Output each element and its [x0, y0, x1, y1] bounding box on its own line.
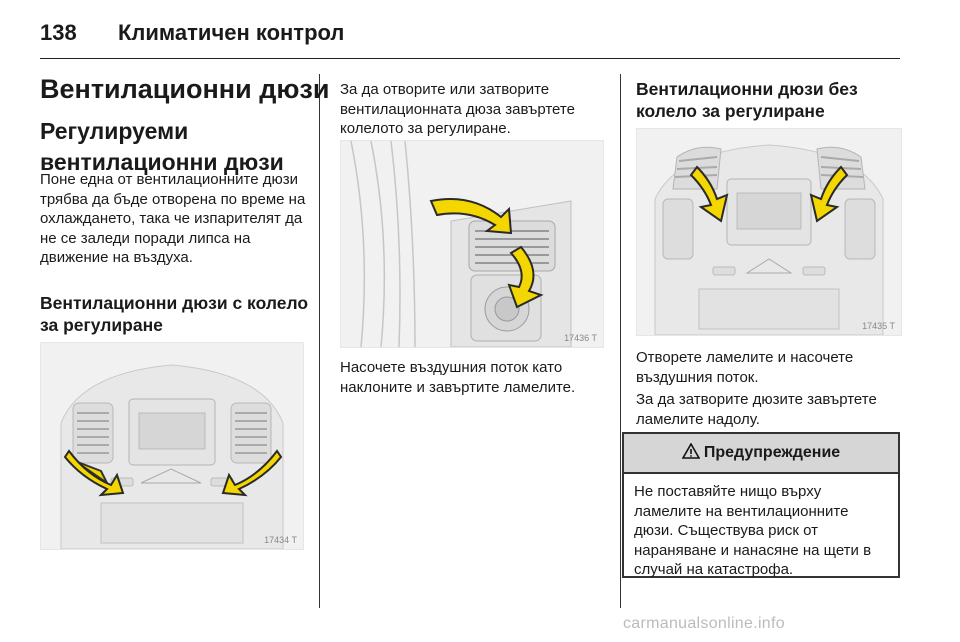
footer-watermark: carmanualsonline.info: [623, 615, 785, 632]
header-rule: [40, 58, 900, 59]
col2-paragraph-2: Насочете въздушния поток като наклоните и завъртите ламелите.: [340, 359, 576, 396]
figure-number: 17436 T: [564, 333, 597, 343]
col1-paragraph: Поне една от вентилационните дюзи трябва да бъде отворена по време на охлаждането, така че изпарителят да не се заледи поради липса на движение на въздуха.: [40, 171, 306, 266]
figure-vent-wheel-closeup: [340, 140, 604, 348]
chapter-title: Климатичен контрол: [118, 20, 345, 45]
subsection-title: Регулируеми вентилационни дюзи: [40, 118, 284, 175]
warning-header: [624, 434, 898, 474]
column-divider-2: [620, 74, 621, 608]
col2-paragraph-1: За да отворите или затворите вентилационната дюза завъртете колелото за регулиране.: [340, 81, 575, 137]
section-title: Вентилационни дюзи: [40, 74, 330, 104]
col3-subheading: Вентилационни дюзи без колело за регулиране: [636, 79, 858, 121]
page-number: 138: [40, 20, 77, 45]
figure-dashboard-vents-without-wheel: [636, 128, 902, 336]
col3-paragraph-1: Отворете ламелите и насочете въздушния поток.: [636, 349, 854, 386]
col3-paragraph-2: За да затворите дюзите завъртете ламелите надолу.: [636, 391, 877, 428]
figure-dashboard-vents-with-wheel: [40, 342, 304, 550]
col1-subheading: Вентилационни дюзи с колело за регулиране: [40, 293, 309, 335]
figure-number: 17434 T: [264, 535, 297, 545]
figure-number: 17435 T: [862, 321, 895, 331]
warning-title: Предупреждение: [703, 444, 841, 461]
warning-box: [622, 432, 900, 578]
column-divider-1: [319, 74, 320, 608]
warning-text: Не поставяйте нищо върху ламелите на вентилационните дюзи. Съществува риск от нараняване и нанасяне на щети в случай на катастрофа.: [634, 483, 872, 578]
warning-triangle-icon: [682, 443, 700, 464]
